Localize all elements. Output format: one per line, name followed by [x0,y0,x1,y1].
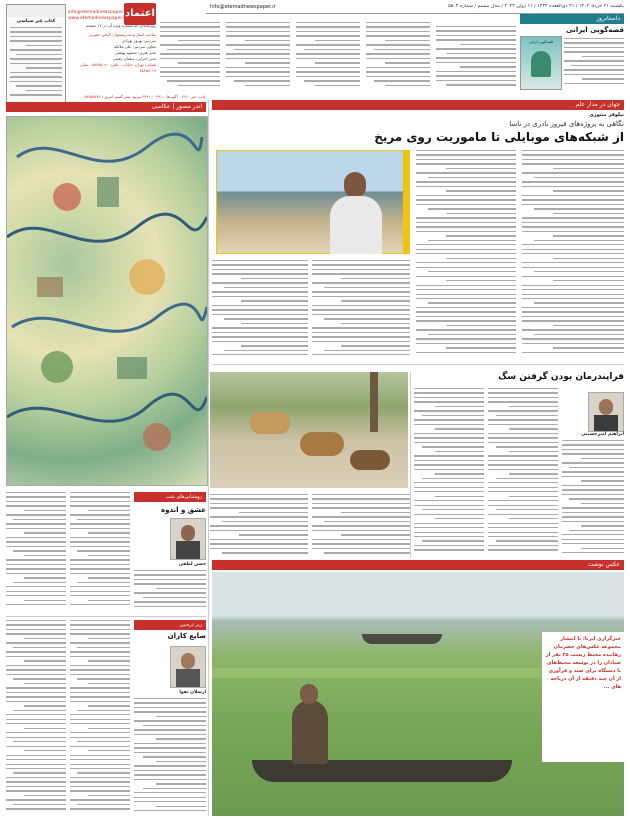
fisherman [292,700,328,764]
divider [6,616,206,617]
dogs-col-1 [414,388,484,558]
section-zerdarbin: زیر ذره‌بین [134,620,206,630]
credit-line: مدیر هنری: محمود بهشتی [114,50,156,55]
person-head [344,172,366,198]
site-url[interactable]: www.etemadnewspaper.ir [68,16,127,21]
section-rooz: روشنایی‌های شب [134,492,206,502]
science-headline: از شبکه‌های موبایلی تا ماموریت روی مریخ [374,130,624,144]
top-article-col-4 [366,22,430,92]
section-asar: اندر مصور | عکاسی [6,102,206,112]
karan-author-photo [170,646,206,688]
science-col-3 [212,260,308,360]
thumb-header [7,5,65,17]
section-negah: عکس نوشت [212,560,624,570]
karan-headline: ضایع کاران [167,632,206,640]
header-email[interactable]: Info@etemadnewspaper.ir [210,4,276,10]
fisherman-head [300,684,318,704]
masthead-title: کتاب غیر سیاسی [16,19,56,24]
author-head [599,399,613,415]
science-col-2 [522,150,624,360]
love-col-1 [6,492,66,612]
boat-1 [362,634,442,644]
author-head [181,525,195,541]
dogs-headline: فراپندرمان بودن گرفتن سگ [498,372,624,382]
love-author-photo [170,518,206,560]
credits-block [68,32,156,92]
science-col-4 [312,260,410,360]
dateline: یکشنبه ۲۱ خرداد ۱۴۰۲ / ۲۱ ذی‌القعده ۱۴۴۴ / ۱۱ ژوئن ۲۰۲۳ / سال بیستم / شماره ۵۵۰۴ [448,4,624,9]
lagoon-photo [212,572,624,816]
book-text [436,26,516,92]
dog-2 [300,432,344,456]
credit-line: صاحب امتیاز و مدیرمسئول: الیاس حضرتی [88,32,156,37]
tree-trunk [370,372,378,432]
top-article-col-1 [160,22,220,92]
love-col-3 [134,570,206,612]
top-article-col-2 [226,22,290,92]
boat-2 [252,760,512,782]
person-body [330,196,382,254]
top-article-col-3 [296,22,360,92]
karan-col-2 [70,620,130,816]
caption-box [542,632,624,762]
section-jahan: جهان در مدار علم [212,100,624,110]
book-cover [520,36,562,90]
site-email[interactable]: info@etemadnewspaper.ir [68,10,128,15]
newspaper-logo [124,3,156,25]
science-author: نیلوفر منتوری [589,112,624,118]
karan-author: ارسلان تقوا [179,690,206,695]
credit-line: معاون سردبیر: علی ملائکه [114,44,156,49]
author-head [181,653,195,669]
book-cover-figure [531,51,551,77]
section-dastan: داستانروز [520,14,624,24]
photo-caption: خبرگزاری ایرنا: با انتشار مجموعه عکس‌های حضرمان رهانیده محیط زیست ۳۵ نفر از صیادان را در توسعه محیط‌های با دستگاه برای صید و فرآوری از آن چند دقیقه از آن دریاچه های ... [545,636,621,690]
dogs-col-4 [210,494,308,558]
dog-1 [250,412,290,434]
dog-3 [350,450,390,470]
science-headline-small: نگاهی به پروژه‌های فیروز نادری در ناسا [509,120,624,128]
credit-line: سردبیر: بهروز بهزادی [121,38,156,43]
author-body [176,541,200,559]
thumb-text [10,27,62,101]
dogs-author: ابراهیم امیرحسینی [581,432,624,437]
book-title: قصه‌گویی ایرانی [566,26,624,34]
dogs-col-2 [488,388,558,558]
artwork-illustration [6,116,208,486]
science-col-1 [416,150,516,360]
masthead-thumbnail [6,4,66,106]
dogs-col-3 [562,440,624,558]
divider [212,364,624,365]
book-text-2 [564,38,624,92]
karan-col-3 [134,698,206,816]
dogs-photo [210,372,408,488]
column-divider [208,100,209,816]
love-headline: عشق و اندوه [161,506,206,514]
dogs-author-photo [588,392,624,432]
artwork-svg [7,117,207,485]
yellow-accent [404,150,410,254]
dogs-col-5 [312,494,410,558]
header-footer-strip: چاپ: خبر ۲۹۱۰ - آگهی‌ها: ۰۴۹۱۰ / ۴۷۹۱ توزیع: نشر گستر امروز / ۸۸۴۵۵۲۸۲ [84,94,206,99]
column-divider [410,372,411,558]
author-body [176,669,200,687]
love-col-2 [70,492,130,612]
book-cover-title: قصه‌گویی ایرانی [529,40,553,44]
logo-text: اعتماد [125,8,155,19]
author-body [594,415,618,431]
credit-contact: نشانی: تهران، خیابان... تلفن: ۸۸۴۵۵۰۸۰ - نمابر: ۸۸۴۵۷۰۱۹ [79,62,156,73]
love-author: حسن لطفی [178,562,206,567]
science-photo [216,150,404,254]
credit-line: مدیر اجرایی: سلمان رفیعی [112,56,156,61]
tagline: روزنامه‌ای که شماره ویژه آن در ۱۲ صفحه [85,23,156,28]
karan-col-1 [6,620,66,816]
